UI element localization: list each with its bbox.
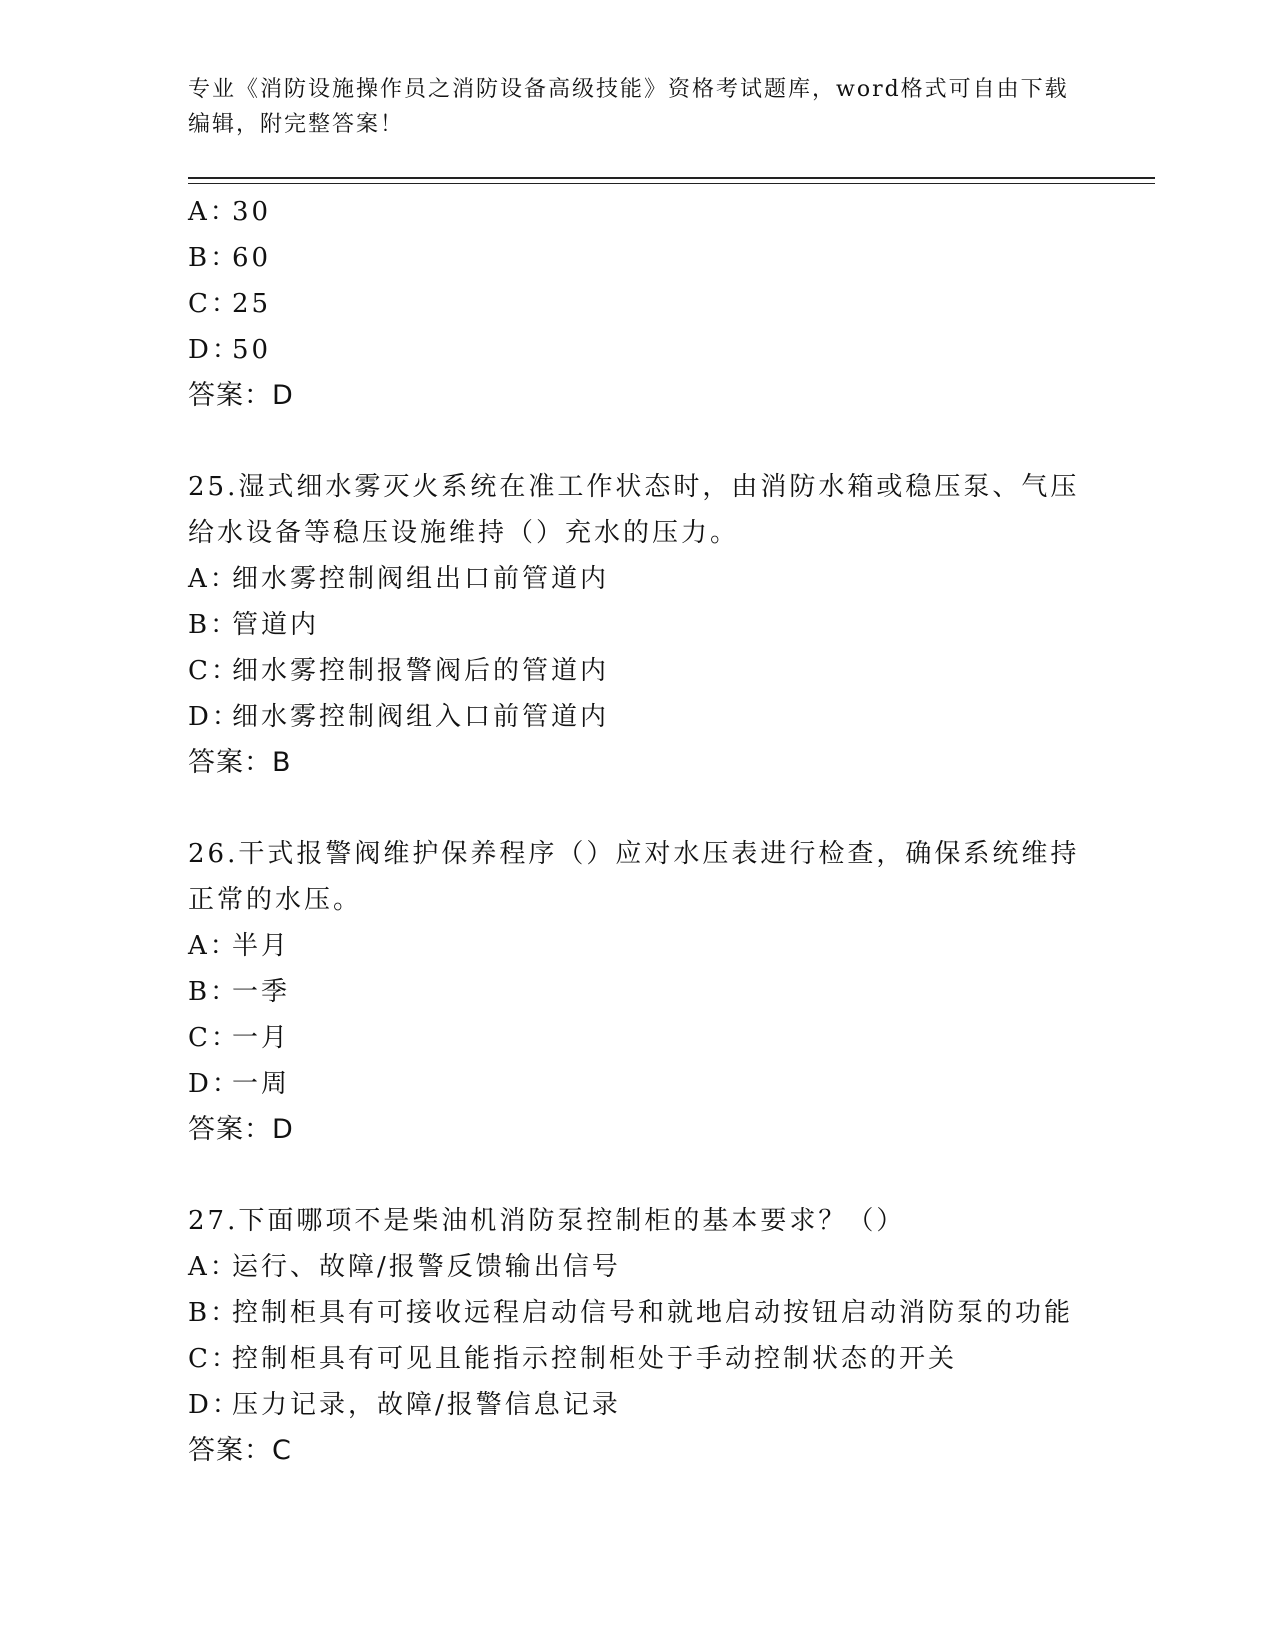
answer-line: 答案：C (188, 1435, 292, 1466)
question-25 (188, 464, 1088, 786)
option-text: 管道内 (232, 610, 320, 640)
option-c (188, 281, 1088, 327)
option-b (188, 602, 1088, 648)
option-key: C： (188, 1344, 240, 1374)
option-key: A： (188, 1252, 239, 1282)
question-list (188, 189, 1088, 1474)
option-d (188, 1061, 1088, 1107)
option-b (188, 969, 1088, 1015)
option-text: 半月 (232, 931, 291, 961)
option-d (188, 327, 1088, 373)
option-c (188, 1336, 1088, 1382)
option-b (188, 235, 1088, 281)
option-text: 一周 (232, 1069, 291, 1099)
option-text: 控制柜具有可见且能指示控制柜处于手动控制状态的开关 (232, 1344, 958, 1374)
header-rule-thick (188, 177, 1155, 179)
option-text: 一月 (232, 1023, 291, 1053)
option-text: 30 (232, 197, 272, 227)
option-key: C： (188, 289, 240, 319)
option-key: A： (188, 931, 239, 961)
option-key: D： (188, 1390, 241, 1420)
option-key: B： (188, 243, 240, 273)
option-a (188, 189, 1088, 235)
option-d (188, 694, 1088, 740)
answer-line: 答案：B (188, 747, 292, 778)
header-rule-thin (188, 183, 1155, 184)
option-a (188, 1244, 1088, 1290)
option-b (188, 1290, 1088, 1336)
question-stem: 25.湿式细水雾灭火系统在准工作状态时，由消防水箱或稳压泵、气压给水设备等稳压设施维持（）充水的压力。 (188, 472, 1080, 548)
option-text: 60 (232, 243, 272, 273)
option-text: 细水雾控制报警阀后的管道内 (232, 656, 610, 686)
answer-line: 答案：D (188, 380, 294, 411)
option-key: B： (188, 1298, 240, 1328)
question-27 (188, 1198, 1088, 1474)
option-key: A： (188, 564, 239, 594)
option-key: B： (188, 977, 240, 1007)
option-key: D： (188, 1069, 241, 1099)
option-key: A： (188, 197, 239, 227)
question-26 (188, 831, 1088, 1153)
option-text: 25 (232, 289, 272, 319)
option-key: B： (188, 610, 240, 640)
option-c (188, 648, 1088, 694)
question-stem: 27.下面哪项不是柴油机消防泵控制柜的基本要求？（） (188, 1206, 906, 1236)
option-c (188, 1015, 1088, 1061)
option-d (188, 1382, 1088, 1428)
prev-question-options (188, 189, 1088, 419)
document-header: 专业《消防设施操作员之消防设备高级技能》资格考试题库，word格式可自由下载编辑，附完整答案！ (188, 77, 1069, 137)
option-key: C： (188, 1023, 240, 1053)
option-a (188, 923, 1088, 969)
option-text: 控制柜具有可接收远程启动信号和就地启动按钮启动消防泵的功能 (232, 1298, 1074, 1328)
option-key: D： (188, 702, 241, 732)
option-key: C： (188, 656, 240, 686)
option-text: 50 (232, 335, 272, 365)
option-text: 压力记录，故障/报警信息记录 (232, 1390, 621, 1420)
option-text: 细水雾控制阀组出口前管道内 (232, 564, 610, 594)
question-stem: 26.干式报警阀维护保养程序（）应对水压表进行检查，确保系统维持正常的水压。 (188, 839, 1080, 915)
option-key: D： (188, 335, 241, 365)
option-text: 一季 (232, 977, 291, 1007)
option-text: 细水雾控制阀组入口前管道内 (232, 702, 610, 732)
answer-line: 答案：D (188, 1114, 294, 1145)
option-a (188, 556, 1088, 602)
option-text: 运行、故障/报警反馈输出信号 (232, 1252, 621, 1282)
